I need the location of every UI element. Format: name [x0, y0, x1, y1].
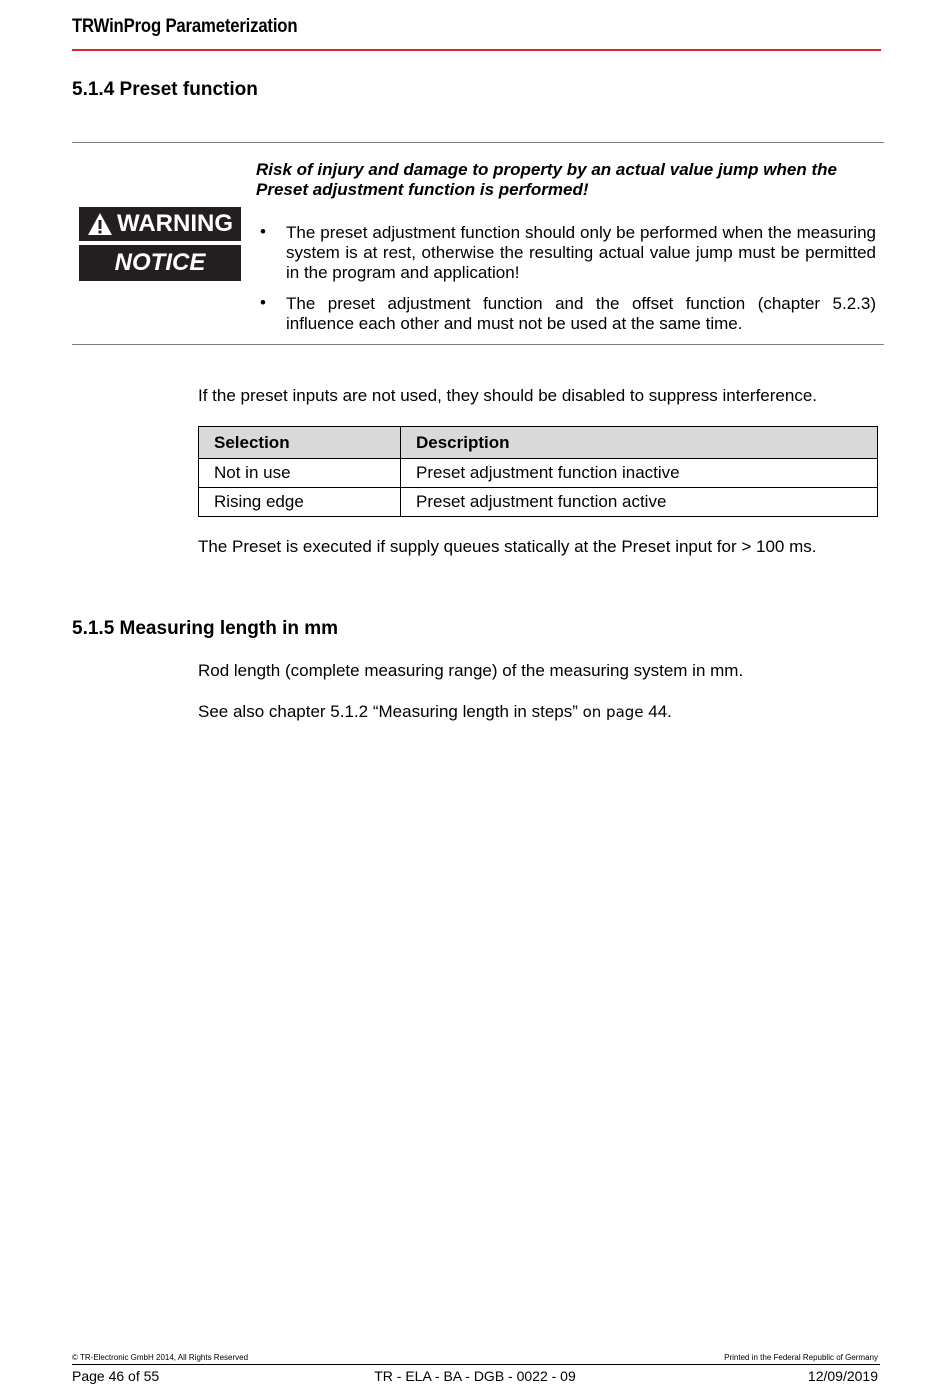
- table-header-description: Description: [401, 427, 878, 459]
- table-cell-selection: Not in use: [199, 459, 401, 488]
- see-also-suffix: 44.: [643, 702, 672, 721]
- rod-length-text: Rod length (complete measuring range) of the measuring system in mm.: [198, 661, 744, 680]
- page-reference-link[interactable]: on page: [582, 703, 644, 721]
- warning-title: [256, 160, 876, 200]
- table-header-selection: Selection: [199, 427, 401, 459]
- header-rule: [72, 49, 881, 51]
- warning-label: WARNING: [117, 210, 233, 237]
- bullet-marker: •: [260, 293, 266, 312]
- table-row: [199, 459, 878, 488]
- table-row: [199, 488, 878, 517]
- see-also-text: [198, 702, 888, 722]
- table-cell-description: Preset adjustment function active: [401, 488, 878, 517]
- see-also-prefix: See also chapter 5.1.2 “Measuring length in steps”: [198, 702, 583, 721]
- table-cell-selection: Rising edge: [199, 488, 401, 517]
- footer-rule: [72, 1364, 880, 1365]
- warning-bullet-1: The preset adjustment function should only be performed when the measuring system is at rest, otherwise the resulting actual value jump must be permitted in the program and application!: [286, 223, 876, 282]
- preset-intro-text: If the preset inputs are not used, they should be disabled to suppress interference.: [198, 386, 817, 405]
- table-header-row: [199, 427, 878, 459]
- warning-box-top-rule: [72, 142, 884, 143]
- section-heading-measuring-length-mm: 5.1.5 Measuring length in mm: [72, 618, 339, 639]
- footer-copyright: [72, 1353, 248, 1362]
- section-heading-preset-function: 5.1.4 Preset function: [72, 79, 258, 100]
- warning-box-bottom-rule: [72, 344, 884, 345]
- table-cell-description: Preset adjustment function inactive: [401, 459, 878, 488]
- footer-document-id: TR - ELA - BA - DGB - 0022 - 09: [374, 1368, 576, 1384]
- footer-copyright-text: TR-Electronic GmbH 2014, All Rights Reserved: [79, 1353, 249, 1362]
- warning-bullet-2: The preset adjustment function and the offset function (chapter 5.2.3) influence each other and must not be used at the same time.: [286, 294, 876, 333]
- warning-triangle-icon: [87, 212, 113, 236]
- preset-execution-note: The Preset is executed if supply queues statically at the Preset input for > 100 ms.: [198, 537, 817, 556]
- footer-page-number: Page 46 of 55: [72, 1368, 160, 1384]
- notice-badge: NOTICE: [79, 245, 241, 281]
- footer-printed: Printed in the Federal Republic of Germany: [724, 1353, 878, 1362]
- warning-badge: [79, 207, 241, 241]
- warning-title-line-2: Preset adjustment function is performed!: [256, 180, 589, 199]
- warning-title-line-1: Risk of injury and damage to property by an actual value jump when the: [256, 160, 837, 179]
- footer-date: 12/09/2019: [807, 1368, 878, 1384]
- copyright-icon: ©: [72, 1353, 78, 1362]
- bullet-marker: •: [260, 222, 266, 241]
- preset-selection-table: [198, 426, 878, 517]
- document-header-title: TRWinProg Parameterization: [72, 16, 298, 37]
